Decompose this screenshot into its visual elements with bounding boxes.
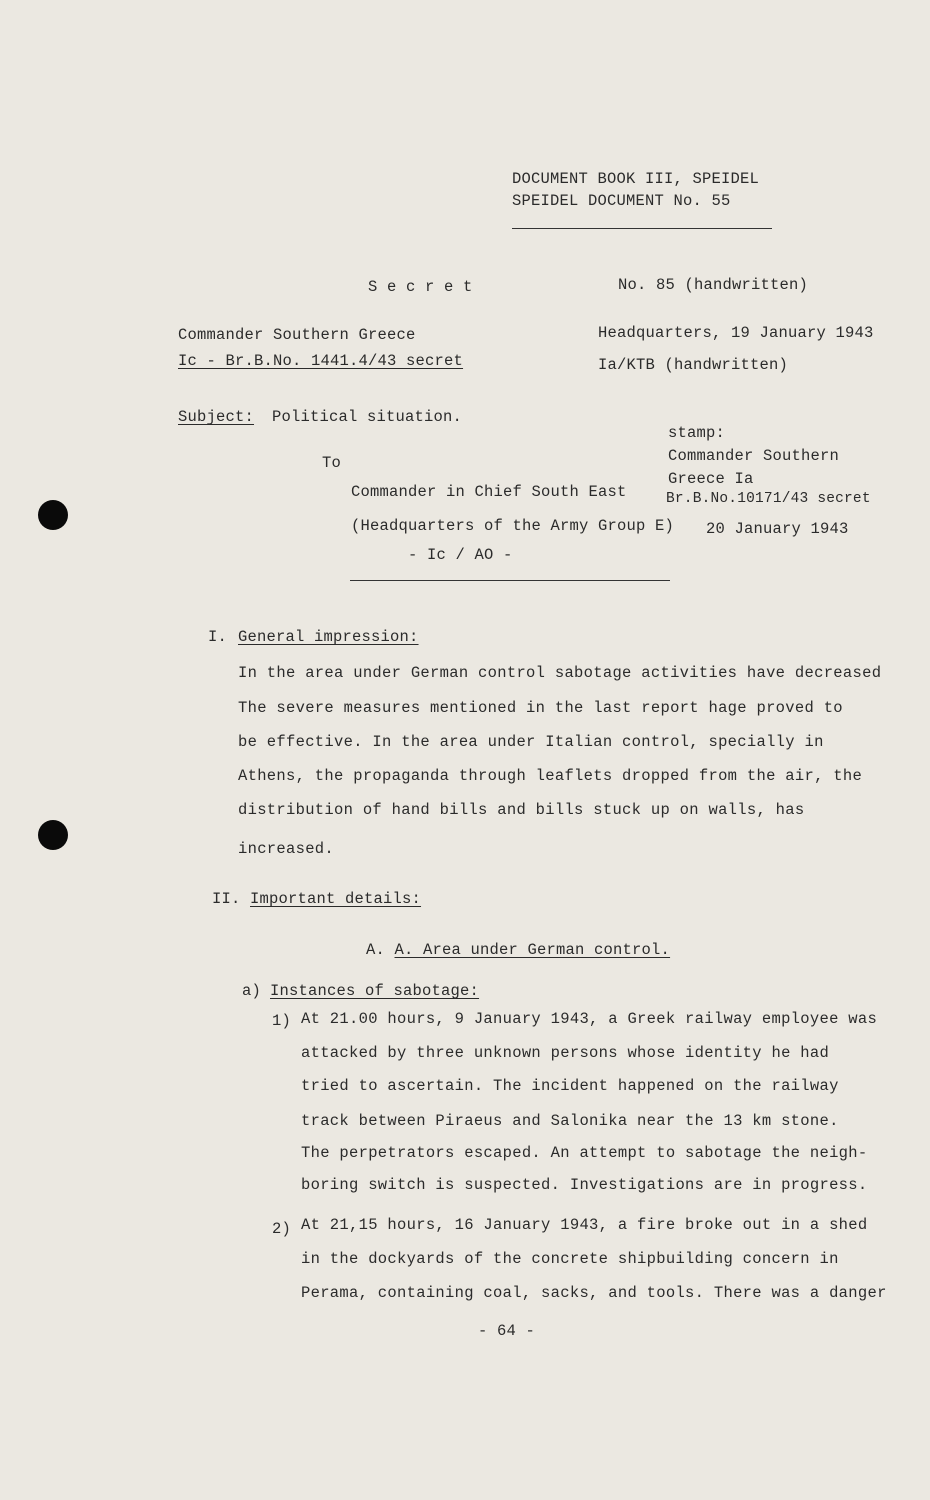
stamp-line1: Commander Southern bbox=[668, 447, 840, 465]
item2-line: At 21,15 hours, 16 January 1943, a fire broke out in a shed bbox=[301, 1216, 868, 1234]
header-rule bbox=[512, 228, 772, 229]
recipient-rule bbox=[350, 580, 670, 581]
headquarters-ref: Ia/KTB (handwritten) bbox=[598, 356, 789, 374]
item1-line: track between Piraeus and Salonika near the 13 km stone. bbox=[301, 1112, 839, 1130]
item2-line: Perama, containing coal, sacks, and tools. There was a danger bbox=[301, 1284, 887, 1302]
item1-line: attacked by three unknown persons whose identity he had bbox=[301, 1044, 830, 1062]
recipient-line1: Commander in Chief South East bbox=[351, 483, 627, 501]
stamp-label: stamp: bbox=[668, 424, 726, 442]
item2-line: in the dockyards of the concrete shipbuilding concern in bbox=[301, 1250, 839, 1268]
subheading-text: A. Area under German control. bbox=[394, 941, 671, 959]
item2-number: 2) bbox=[272, 1220, 292, 1238]
subheading-letter: A. bbox=[366, 941, 395, 959]
subject-text: Political situation. bbox=[272, 408, 463, 426]
section2-heading: Important details: bbox=[250, 890, 422, 908]
section1-line: Athens, the propaganda through leaflets dropped from the air, the bbox=[238, 767, 863, 785]
stamp-line3: Br.B.No.10171/43 secret bbox=[666, 491, 871, 507]
classification-label: S e c r e t bbox=[368, 278, 473, 296]
page-number: - 64 - bbox=[478, 1322, 536, 1340]
sender-reference: Ic - Br.B.No. 1441.4/43 secret bbox=[178, 352, 464, 370]
section1-line: be effective. In the area under Italian control, specially in bbox=[238, 733, 824, 751]
item1-line: tried to ascertain. The incident happened on the railway bbox=[301, 1077, 839, 1095]
section2-subheading bbox=[366, 941, 670, 959]
item1-line: At 21.00 hours, 9 January 1943, a Greek railway employee was bbox=[301, 1010, 878, 1028]
section1-numeral: I. bbox=[208, 628, 228, 646]
headquarters-date: Headquarters, 19 January 1943 bbox=[598, 324, 874, 342]
recipient-line2: (Headquarters of the Army Group E) bbox=[351, 517, 675, 535]
punch-hole-top bbox=[38, 500, 68, 530]
sub-a-label: a) bbox=[242, 982, 262, 1000]
document-number-header: SPEIDEL DOCUMENT No. 55 bbox=[512, 192, 731, 210]
stamp-line4: 20 January 1943 bbox=[706, 520, 849, 538]
sub-a-heading: Instances of sabotage: bbox=[270, 982, 480, 1000]
recipient-line3: - Ic / AO - bbox=[408, 546, 513, 564]
subject-label: Subject: bbox=[178, 408, 255, 426]
document-book-header: DOCUMENT BOOK III, SPEIDEL bbox=[512, 170, 760, 188]
section2-numeral: II. bbox=[212, 890, 241, 908]
section1-line: distribution of hand bills and bills stuck up on walls, has bbox=[238, 801, 805, 819]
item1-line: The perpetrators escaped. An attempt to sabotage the neigh- bbox=[301, 1144, 868, 1162]
punch-hole-bottom bbox=[38, 820, 68, 850]
section1-heading: General impression: bbox=[238, 628, 419, 646]
handwritten-number-note: No. 85 (handwritten) bbox=[618, 276, 809, 294]
sender-line1: Commander Southern Greece bbox=[178, 326, 416, 344]
section1-line: The severe measures mentioned in the last report hage proved to bbox=[238, 699, 843, 717]
item1-number: 1) bbox=[272, 1012, 292, 1030]
item1-line: boring switch is suspected. Investigations are in progress. bbox=[301, 1176, 868, 1194]
section1-line: increased. bbox=[238, 840, 335, 858]
to-label: To bbox=[322, 454, 342, 472]
stamp-line2: Greece Ia bbox=[668, 470, 754, 488]
section1-line: In the area under German control sabotage activities have decreased bbox=[238, 664, 882, 682]
